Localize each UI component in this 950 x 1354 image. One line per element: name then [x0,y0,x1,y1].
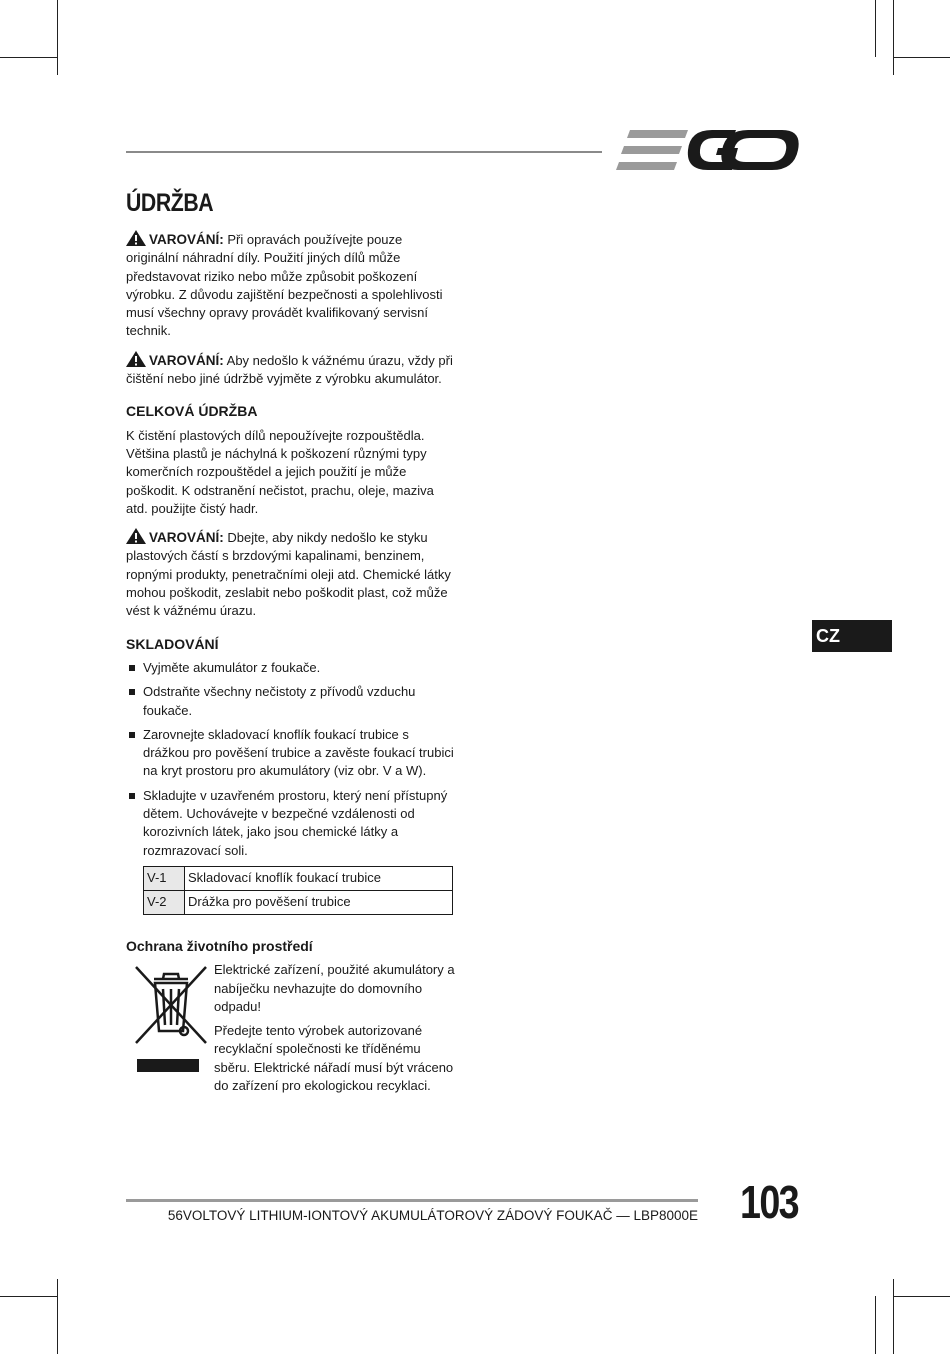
crop-mark [875,0,876,57]
bullet-icon [129,732,135,738]
list-item [126,683,456,720]
warning-triangle-icon [126,230,146,246]
warning-triangle-icon [126,351,146,367]
crop-mark [875,1296,876,1354]
storage-list [126,659,456,860]
warning-label: VAROVÁNÍ: [149,232,224,247]
warning-label: VAROVÁNÍ: [149,530,224,546]
main-content [126,188,456,1101]
footer-product-name: 56VOLTOVÝ LITHIUM-IONTOVÝ AKUMULÁTOROVÝ ZÁDOVÝ FOUKAČ — LBP8000E [167,1208,698,1223]
environment-paragraph: Předejte tento výrobek autorizované recyklační společnosti ke tříděnému sběru. Elektrické nářadí musí být vráceno do zařízení pro ekologickou recyklaci. [214,1023,454,1093]
list-item [126,726,456,781]
parts-table [143,866,453,915]
list-item-text: Vyjměte akumulátor z foukače. [143,659,321,675]
bullet-icon [129,665,135,671]
warning-text: Při opravách používejte pouze originální náhradní díly. Použití jiných dílů může představovat riziko nebo může způsobit poškození výrobku. Z důvodu zajištění bezpečnosti a spolehlivosti musí všechny opravy provádět kvalifikovaný servisní technik. [126,232,443,339]
general-maintenance-text: K čistění plastových dílů nepoužívejte rozpouštědla. Většina plastů je náchylná k poškození různými typy komerčních rozpouštědel a jejich použití je může poškodit. K odstranění nečistot, prachu, oleje, maziva atd. použijte čistý hadr. [126,427,434,516]
general-maintenance-heading: CELKOVÁ ÚDRŽBA [126,403,258,420]
environment-heading: Ochrana životního prostředí [126,937,313,954]
bullet-icon [129,793,135,799]
warning-paragraph [126,351,456,389]
crop-mark [893,57,950,58]
environment-paragraph: Elektrické zařízení, použité akumulátory a nabíječku nevhazujte do domovního odpadu! [214,962,455,1014]
part-description: Skladovací knoflík foukací trubice [185,866,453,890]
crop-mark [893,0,894,75]
header-rule [126,151,602,153]
crop-mark [893,1279,894,1354]
storage-heading: SKLADOVÁNÍ [126,635,219,652]
crop-mark [0,1296,57,1297]
warning-text: Dbejte, aby nikdy nedošlo ke styku plastových částí s brzdovými kapalinami, benzinem, ropnými produkty, penetračními oleji atd. Chemické látky mohou poškodit, zeslabit nebo poškodit plast, což může vést k vážnému úrazu. [126,530,451,619]
page-title: ÚDRŽBA [126,189,214,217]
crop-mark [57,1279,58,1354]
footer-rule [126,1199,698,1202]
environment-section [126,961,456,1101]
part-code: V-1 [144,866,185,890]
warning-triangle-icon [126,528,146,544]
crop-mark [893,1296,950,1297]
table-row [144,866,453,890]
list-item-text: Skladujte v uzavřeném prostoru, který není přístupný dětem. Uchovávejte v bezpečné vzdálenosti od korozivních látek, jako jsou chemické látky a rozmrazovací soli. [143,787,448,858]
list-item-text: Zarovnejte skladovací knoflík foukací trubice s drážkou pro pověšení trubice a zavěste foukací trubici na kryt prostoru pro akumulátory (viz obr. V a W). [143,726,454,779]
warning-paragraph [126,230,456,341]
warning-text: Aby nedošlo k vážnému úrazu, vždy při čištění nebo jiné údržbě vyjměte z výrobku akumulátor. [126,352,453,387]
crop-mark [0,57,57,58]
crop-mark [57,0,58,75]
part-description: Drážka pro pověšení trubice [185,890,453,914]
language-tab: CZ [812,620,892,652]
environment-text [214,961,459,1105]
table-row [144,890,453,914]
page-number: 103 [740,1176,799,1228]
warning-paragraph [126,528,456,620]
bullet-icon [129,689,135,695]
ego-logo [616,128,800,172]
warning-label: VAROVÁNÍ: [149,352,224,368]
crossed-bin-icon [134,965,208,1077]
list-item [126,787,456,860]
part-code: V-2 [144,890,185,914]
list-item-text: Odstraňte všechny nečistoty z přívodů vzduchu foukače. [143,684,416,718]
list-item [126,659,456,677]
